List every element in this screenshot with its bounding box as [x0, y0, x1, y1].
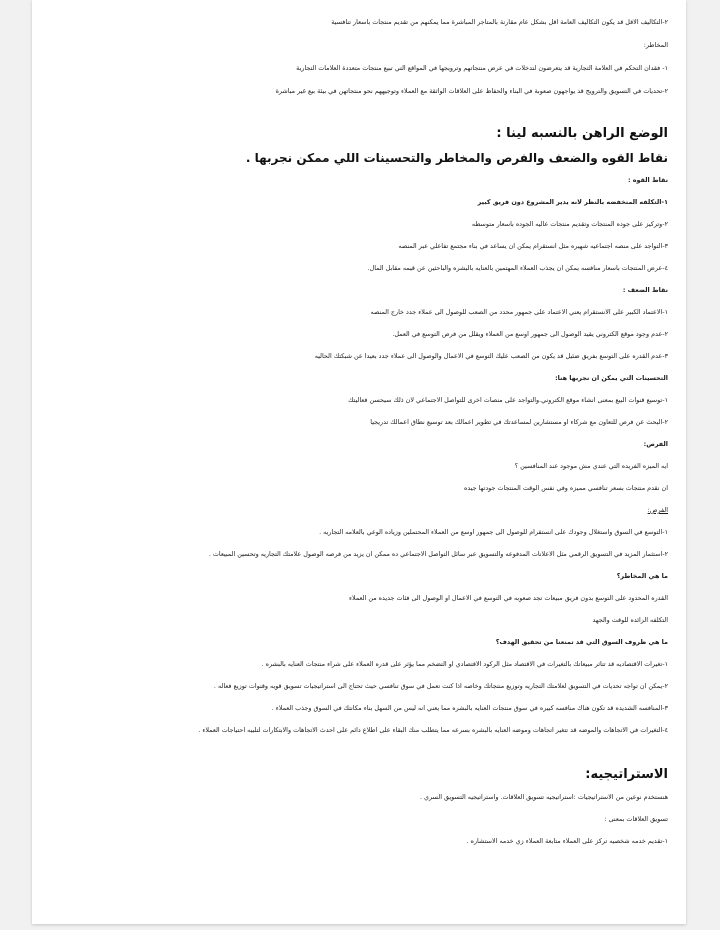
section-title-strengths: نقاط القوه : [627, 176, 668, 184]
section-title-improvements: التحسينات التي يمكن ان نجربها هنا: [555, 374, 668, 382]
list-item: ٢-استثمار المزيد في التسويق الرقمي مثل الاعلانات المدفوعه والتسويق عبر سائل التواصل الاجتماعي ده ممكن ان يزيد من فرصه الوصول علامتك التجاريه وتحسين المبيعات . [208, 550, 668, 558]
list-item: ايه الميزه الفريده التي عندي مش موجود عند المنافسين ؟ [514, 462, 668, 470]
strategy-line: ١-تقديم خدمه شخصيه تركز على العملاء متابعة العملاء زي خدمه الاستشاره . [466, 837, 668, 845]
list-item: ٢-يمكن ان تواجه تحديات في التسويق لعلامتك التجاريه وتوزيع منتجاتك وخاصه اذا كنت تعمل في سوق تنافسي حيث تحتاج الى استراتيجيات تسويق قويه وقنوات توزيع فعاله . [213, 682, 668, 690]
intro-line: ٢-التكاليف الاقل قد يكون التكاليف العامة اقل بشكل عام مقارنة بالمتاجر المباشرة مما يمكنهم من تقديم منتجات باسعار تنافسية [331, 18, 668, 26]
list-item: ٢-وتركيز على جوده المنتجات وتقديم منتجات عاليه الجوده باسعار متوسطه [471, 220, 668, 228]
heading-swot: نقاط القوه والضعف والفرص والمخاطر والتحسينات اللي ممكن نجربها . [245, 151, 668, 165]
list-item: ان نقدم منتجات بسعر تنافسي مميزه وفي نفس الوقت المنتجات جودتها جيده [464, 484, 668, 492]
list-item: القدره المحدود على التوسع بدون فريق مبيعات تجد صعوبه في التوسع في الاعمال او الوصول الى فئات جديده من العملاء [349, 594, 668, 602]
heading-status: الوضع الراهن بالنسبه لينا : [496, 126, 668, 141]
intro-line: المخاطر: [643, 41, 668, 49]
strategy-line: تسويق العلاقات بمعنى : [604, 815, 668, 823]
document-content [52, 18, 668, 846]
intro-line: ١- فقدان التحكم في العلامة التجارية قد يتعرضون لتدخلات في عرض منتجاتهم وترويجها في المواقع التي تبيع منتجات متعددة العلامات التجارية [296, 64, 668, 72]
list-item: ١-تغيرات الاقتصاديه قد تتاثر مبيعاتك بالتغيرات في الاقتصاد مثل الركود الاقتصادي او التضخم مما يؤثر على قدره العملاء على شراء منتجات العنايه بالبشره . [261, 660, 668, 668]
section-title-threats: ما هي المخاطر؟ [616, 572, 668, 580]
list-item: التكلفه الزائده للوقت والجهد [592, 616, 668, 624]
list-item: ١-توسيع قنوات البيع بمعنى انشاء موقع الكتروني.والتواجد على منصات اخرى للتواصل الاجتماعي لان ذلك سيحسن فعاليتك [348, 396, 668, 404]
section-title-market-conditions: ما هي ظروف السوق التي قد تمنعنا من تحقيق الهدف؟ [495, 638, 668, 646]
list-item: ٤-التغيرات في الاتجاهات والموضه قد تتغير اتجاهات وموضه العنايه بالبشره بسرعه مما يتطلب منك البقاء على اطلاع دائم على احدث الاتجاهات والابتكارات لتلبيه احتياجات العملاء . [198, 726, 668, 734]
strategy-line: هنستخدم نوعين من الاستراتيجيات :استراتيجيه تسويق العلاقات. واستراتيجيه التسويق السري . [419, 793, 668, 801]
heading-strategy: الاستراتيجيه: [585, 767, 668, 782]
list-item: ٣-عدم القدره على التوسع بفريق ضئيل قد يكون من الصعب عليك التوسع في الاعمال والوصول الى عملاء جدد بعيدا عن شبكتك الحاليه [314, 352, 668, 360]
list-item: ٣-المنافسه الشديده قد تكون هناك منافسه كبيره في سوق منتجات العنايه بالبشره مما يعني انه ليس من السهل بناء مكانتك في السوق وجذب العملاء . [271, 704, 668, 712]
section-title-weaknesses: نقاط الضعف : [622, 286, 668, 294]
list-item: ٣-التواجد على منصه اجتماعيه شهيره مثل انستقرام يمكن ان يساعد في بناء مجتمع تفاعلي عبر المنصه [398, 242, 668, 250]
intro-line: ٢-تحديات في التسويق والترويج قد يواجهون صعوبة في البناء والحفاظ على العلاقات الواثقة مع العملاء وتوجيههم نحو منتجاتهن في بيئة بيع غير مباشرة [275, 87, 668, 95]
list-item: ٢-عدم وجود موقع الكتروني يقيد الوصول الى جمهور اوسع من العملاء ويقلل من فرص التوسع في العمل. [392, 330, 668, 338]
list-item: ٢-البحث عن فرص للتعاون مع شركاء او مستشارين لمساعدتك في تطوير اعمالك بعد توسيع نطاق اعمالك تدريجيا [370, 418, 668, 426]
list-item: ١-التكلفه المنخفضه بالنظر لانه يدير المشروع دون فريق كبير [477, 198, 668, 206]
section-title-opportunities: الفرص: [647, 506, 668, 514]
list-item: ١-الاعتماد الكبير على الانستقرام يعني الاعتماد على جمهور محدد من الصعب للوصول الى عملاء جدد خارج المنصه [370, 308, 668, 316]
section-title-opportunities-q: الفرص: [643, 440, 668, 448]
document-page [32, 0, 686, 924]
list-item: ١-التوسع في السوق واستغلال وجودك على انستقرام للوصول الى جمهور اوسع من العملاء المحتملين وزياده الوعي بالعلامه التجاريه . [319, 528, 668, 536]
list-item: ٤-عرض المنتجات باسعار منافسه يمكن ان يجذب العملاء المهتمين بالعنايه بالبشره والباحثين عن قيمه مقابل المال. [367, 264, 668, 272]
